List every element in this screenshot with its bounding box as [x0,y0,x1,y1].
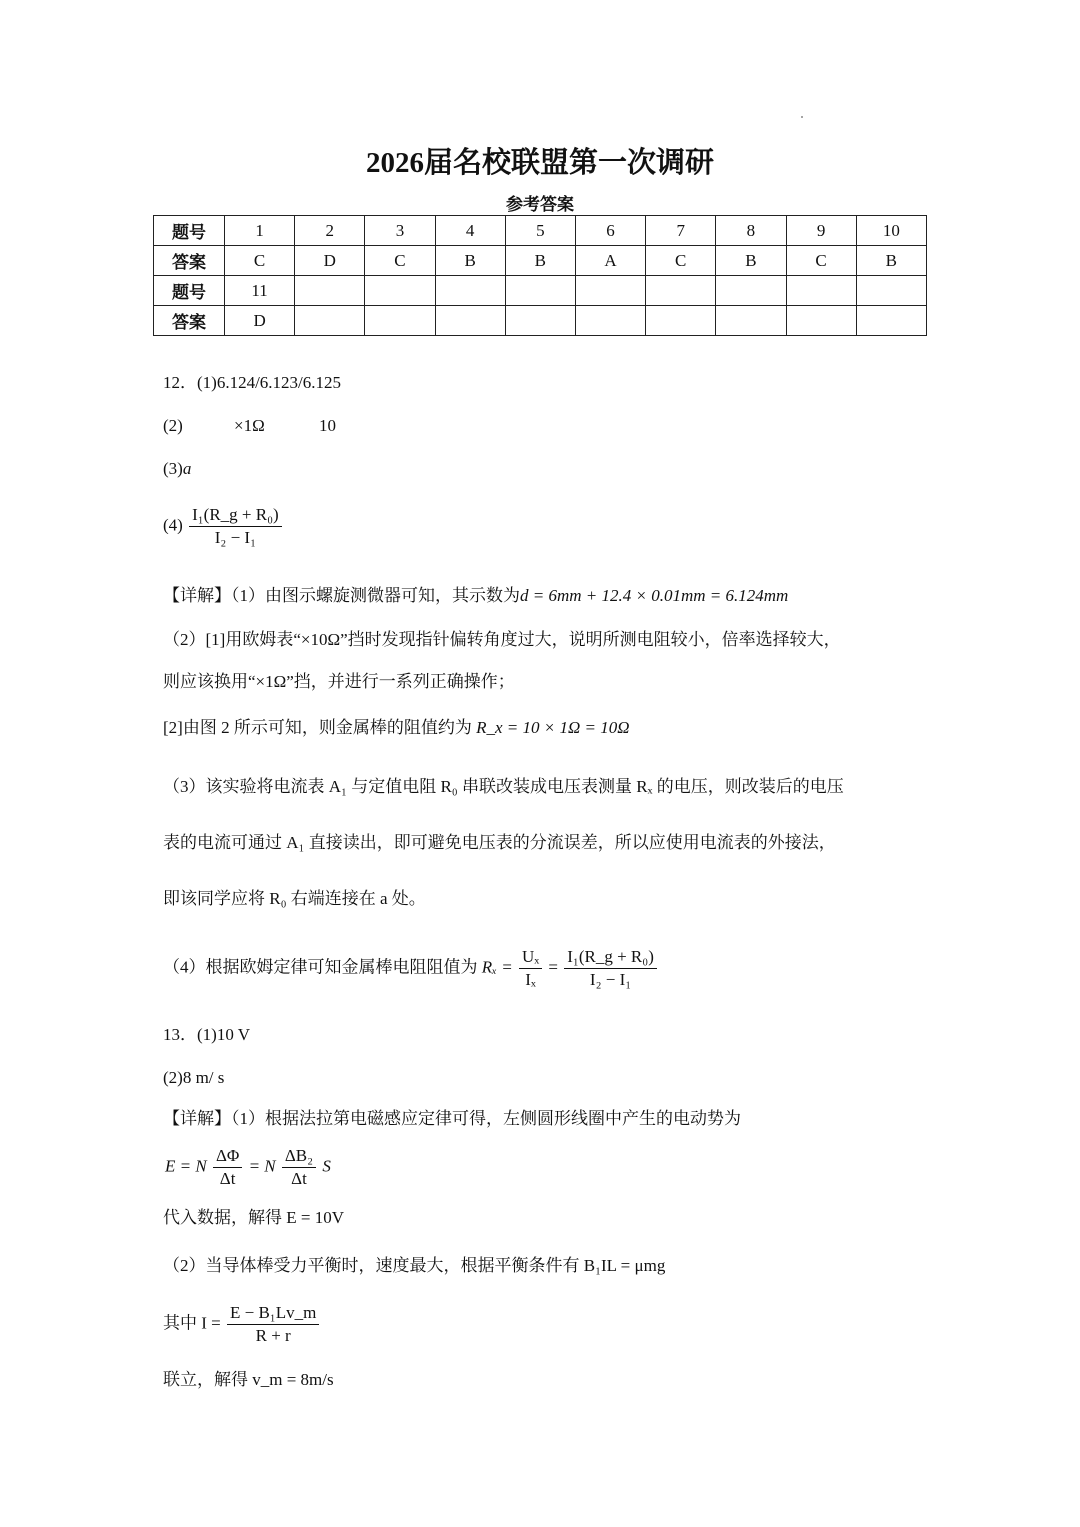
q12-detail-2-line2: 则应该换用“×1Ω”挡，并进行一系列正确操作； [163,672,515,691]
q12-part3-label: (3) [163,459,183,478]
detail-prefix: 【详解】 [163,586,231,605]
answer-table-row [154,216,927,246]
answer-table-cell: 9 [786,216,856,246]
answer-table-cell: D [295,246,365,276]
q12-part3 [163,460,191,477]
answer-table-cell: B [716,246,786,276]
q12-part3-value: a [182,459,192,478]
q12-detail-3-line3: 即该同学应将 R₀ 右端连接在 a 处。 [163,889,426,908]
answer-table-cell: 4 [435,216,505,246]
q13-part1: 13．(1)10 V [163,1025,251,1044]
answer-table-header-cell: 答案 [154,246,225,276]
stray-dot [801,116,803,118]
answer-table-cell: B [505,246,575,276]
q12-part4-fraction [189,504,282,549]
answer-table-cell [435,306,505,336]
q13-emf-equation: E = N $\frac{\Delta\Phi}{\Delta t}$ = N $\frac{\text{ΔB₂}}{\Delta t}$ S [165,1146,331,1188]
answer-table-cell [646,276,716,306]
answer-table-cell: 7 [646,216,716,246]
answer-table-cell: B [856,246,926,276]
q12-detail-4: （4）根据欧姆定律可知金属棒电阻阻值为 Rₓ = $\frac{\text{Uₓ}}{\text{Iₓ}}$ = $\frac{\text{I₁(R\_g + R₀)}}{\text{I₂ − I₁}}$ [163,946,659,991]
page-title: 2026届名校联盟第一次调研 [365,147,714,179]
answer-table-cell [295,306,365,336]
answer-table-cell: D [225,306,295,336]
answer-table-cell [575,276,645,306]
answer-table-cell: 6 [575,216,645,246]
answer-table-header-cell: 题号 [154,276,225,306]
answer-table-cell: 10 [856,216,926,246]
page-subtitle: 参考答案 [506,195,574,214]
answer-table-row [154,246,927,276]
q12-detail-4-fraction-2: $\frac{\text{I₁(R\_g + R₀)}}{\text{I₂ − I₁}}$ [564,946,657,991]
q12-part2-answer-b: 10 [319,416,336,435]
q13-final-answer: 联立，解得 v_m = 8m/s [163,1370,334,1389]
q12-detail-2-line3: [2]由图 2 所示可知，则金属棒的阻值约为 R_x = 10 × 1Ω = 10Ω [163,718,630,737]
q12-part4 [163,504,284,549]
answer-table-cell: 5 [505,216,575,246]
q12-part1: 12．(1)6.124/6.123/6.125 [163,373,342,392]
q12-detail-3-line1: （3）该实验将电流表 A₁ 与定值电阻 R₀ 串联改装成电压表测量 Rₓ 的电压，则改装后的电压 [163,777,844,796]
q13-detail-1: 【详解】（1）根据法拉第电磁感应定律可得，左侧圆形线圈中产生的电动势为 [163,1109,741,1128]
answer-table-cell: A [575,246,645,276]
answer-table-cell: B [435,246,505,276]
answer-table-header-cell: 题号 [154,216,225,246]
q12-part4-label: (4) [163,515,183,535]
q12-detail-1: 【详解】（1）由图示螺旋测微器可知，其示数为d = 6mm + 12.4 × 0.01mm = 6.124mm [163,586,789,605]
answer-table-cell [295,276,365,306]
answer-table-cell: C [646,246,716,276]
q12-part2-answer-a: ×1Ω [234,416,265,435]
q13-current-equation: 其中 I = $\frac{\text{E − B₁Lv\_m}}{R + r}$ [163,1302,321,1347]
answer-table-cell [646,306,716,336]
answer-table-cell [575,306,645,336]
q12-part2-label: (2) [163,416,183,435]
q12-part4-denominator: I₂ − I₁ [214,528,257,547]
q12-detail-4-fraction-1: $\frac{\text{Uₓ}}{\text{Iₓ}}$ [519,946,542,991]
answer-table-cell [856,306,926,336]
answer-table-cell [365,276,435,306]
answer-table-cell [786,306,856,336]
answer-table-cell [505,306,575,336]
answer-table-cell [435,276,505,306]
q12-detail-2-line1: （2）[1]用欧姆表“×10Ω”挡时发现指针偏转角度过大，说明所测电阻较小，倍率选择较大， [163,630,841,649]
answer-table-cell [365,306,435,336]
answer-table-row [154,306,927,336]
answer-table-cell: C [225,246,295,276]
answer-table-cell: C [365,246,435,276]
q13-part2: (2)8 m/ s [163,1068,225,1087]
answer-table-row [154,276,927,306]
answer-table [153,215,927,336]
q13-substitution: 代入数据，解得 E = 10V [163,1208,344,1227]
q13-detail-2: （2）当导体棒受力平衡时，速度最大，根据平衡条件有 B₁IL = μmg [163,1256,666,1275]
q12-detail-2-equation: R_x = 10 × 1Ω = 10Ω [476,718,630,737]
answer-table-cell: C [786,246,856,276]
answer-table-cell: 3 [365,216,435,246]
q12-part4-numerator: I₁(R_g + R₀) [189,504,282,527]
answer-table-cell [716,306,786,336]
q12-detail-3-line2: 表的电流可通过 A₁ 直接读出，即可避免电压表的分流误差，所以应使用电流表的外接法， [163,833,836,852]
answer-table-cell [856,276,926,306]
detail-prefix: 【详解】 [163,1109,231,1128]
answer-table-cell [505,276,575,306]
q12-detail-1-equation: d = 6mm + 12.4 × 0.01mm = 6.124mm [520,586,789,605]
answer-table-cell [786,276,856,306]
answer-table-header-cell: 答案 [154,306,225,336]
answer-table-cell: 2 [295,216,365,246]
answer-table-cell: 8 [716,216,786,246]
answer-table-cell: 11 [225,276,295,306]
answer-table-cell [716,276,786,306]
answer-table-cell: 1 [225,216,295,246]
